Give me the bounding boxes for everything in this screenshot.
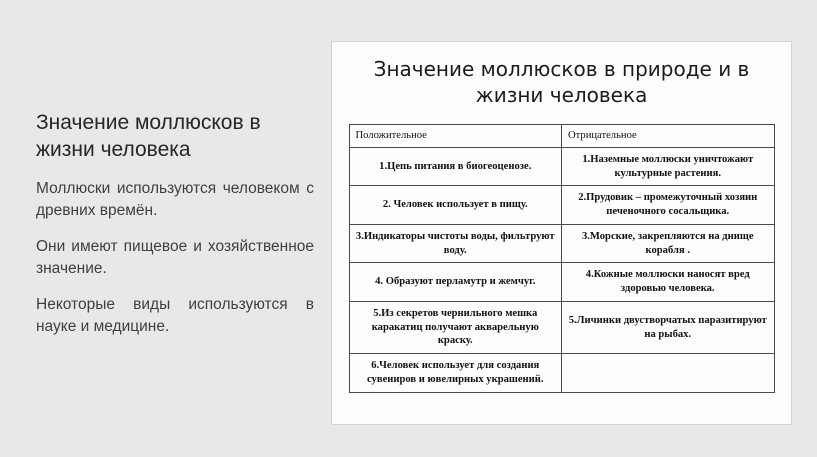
paragraph-3: Некоторые виды используются в науке и медицине.	[36, 295, 314, 335]
cell-negative-3: 3.Морские, закрепляются на днище корабля .	[562, 224, 775, 263]
cell-positive-2: 2. Человек использует в пищу.	[349, 186, 562, 225]
cell-positive-1: 1.Цепь питания в биогеоценозе.	[349, 147, 562, 186]
table-row	[349, 301, 774, 353]
cell-negative-2: 2.Прудовик – промежуточный хозяин печеночного сосальщика.	[562, 186, 775, 225]
left-text-column	[36, 110, 314, 338]
cell-negative-6	[562, 354, 775, 393]
cell-negative-5: 5.Личинки двустворчатых паразитируют на рыбах.	[562, 301, 775, 353]
mollusk-significance-table	[349, 124, 775, 393]
cell-positive-6: 6.Человек использует для создания сувениров и ювелирных украшений.	[349, 354, 562, 393]
page-title: Значение моллюсков в жизни человека	[36, 111, 261, 161]
table-body	[349, 147, 774, 392]
table-row	[349, 224, 774, 263]
table-panel	[332, 42, 791, 424]
table-row	[349, 186, 774, 225]
cell-positive-3: 3.Индикаторы чистоты воды, фильтруют воду.	[349, 224, 562, 263]
column-header-positive: Положительное	[349, 125, 562, 148]
cell-positive-5: 5.Из секретов чернильного мешка каракатиц получают акварельную краску.	[349, 301, 562, 353]
table-row	[349, 263, 774, 302]
table-row	[349, 354, 774, 393]
table-row	[349, 147, 774, 186]
table-panel-title: Значение моллюсков в природе и в жизни человека	[373, 57, 750, 107]
table-header	[349, 125, 774, 148]
cell-negative-4: 4.Кожные моллюски наносят вред здоровью человека.	[562, 263, 775, 302]
table-header-row	[349, 125, 774, 148]
paragraph-1: Моллюски используются человеком с древних времён.	[36, 179, 314, 219]
paragraph-2: Они имеют пищевое и хозяйственное значение.	[36, 237, 314, 277]
cell-positive-4: 4. Образуют перламутр и жемчуг.	[349, 263, 562, 302]
cell-negative-1: 1.Наземные моллюски уничтожают культурные растения.	[562, 147, 775, 186]
column-header-negative: Отрицательное	[562, 125, 775, 148]
